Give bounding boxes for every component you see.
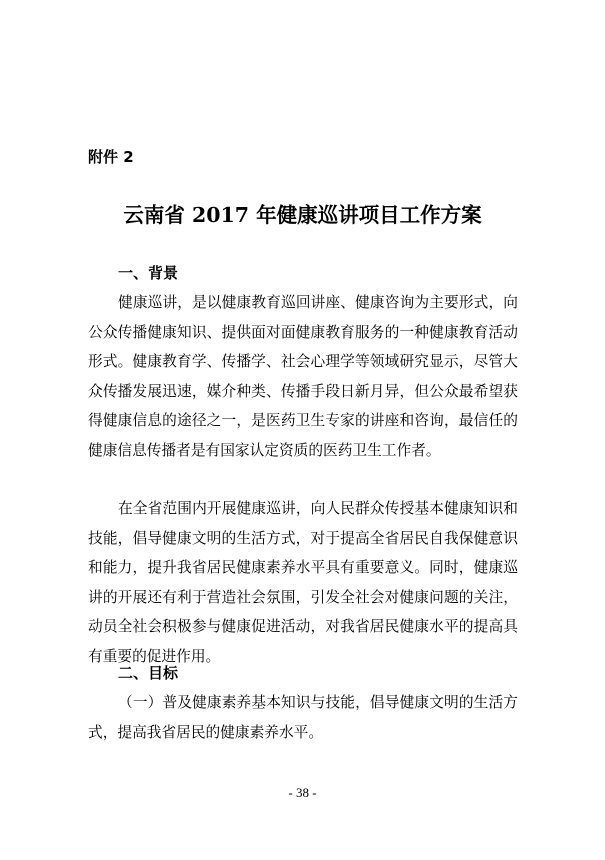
attachment-label: 附件 2 (88, 148, 134, 166)
paragraph-background-1: 健康巡讲，是以健康教育巡回讲座、健康咨询为主要形式，向公众传播健康知识、提供面对面健康教育服务的一种健康教育活动形式。健康教育学、传播学、社会心理学等领域研究显示，尽管大众传播发展迅速，媒介种类、传播手段日新月异，但公众最希望获得健康信息的途径之一，是医药卫生专家的讲座和咨询，最信任的健康信息传播者是有国家认定资质的医药卫生工作者。 (88, 294, 518, 459)
paragraph-goals-1: （一）普及健康素养基本知识与技能，倡导健康文明的生活方式，提高我省居民的健康素养水平。 (88, 694, 518, 741)
section-heading-background: 一、背景 (118, 264, 179, 282)
page-number: - 38 - (288, 785, 317, 800)
document-title: 云南省 2017 年健康巡讲项目工作方案 (123, 203, 482, 227)
paragraph-background-2: 在全省范围内开展健康巡讲，向人民群众传授基本健康知识和技能，倡导健康文明的生活方式，对于提高全省居民自我保健意识和能力，提升我省居民健康素养水平具有重要意义。同时，健康巡讲的开展还有利于营造社会氛围，引发全社会对健康问题的关注，动员全社会积极参与健康促进活动，对我省居民健康水平的提高具有重要的促进作用。 (88, 500, 518, 665)
section-heading-goals: 二、目标 (118, 664, 179, 682)
